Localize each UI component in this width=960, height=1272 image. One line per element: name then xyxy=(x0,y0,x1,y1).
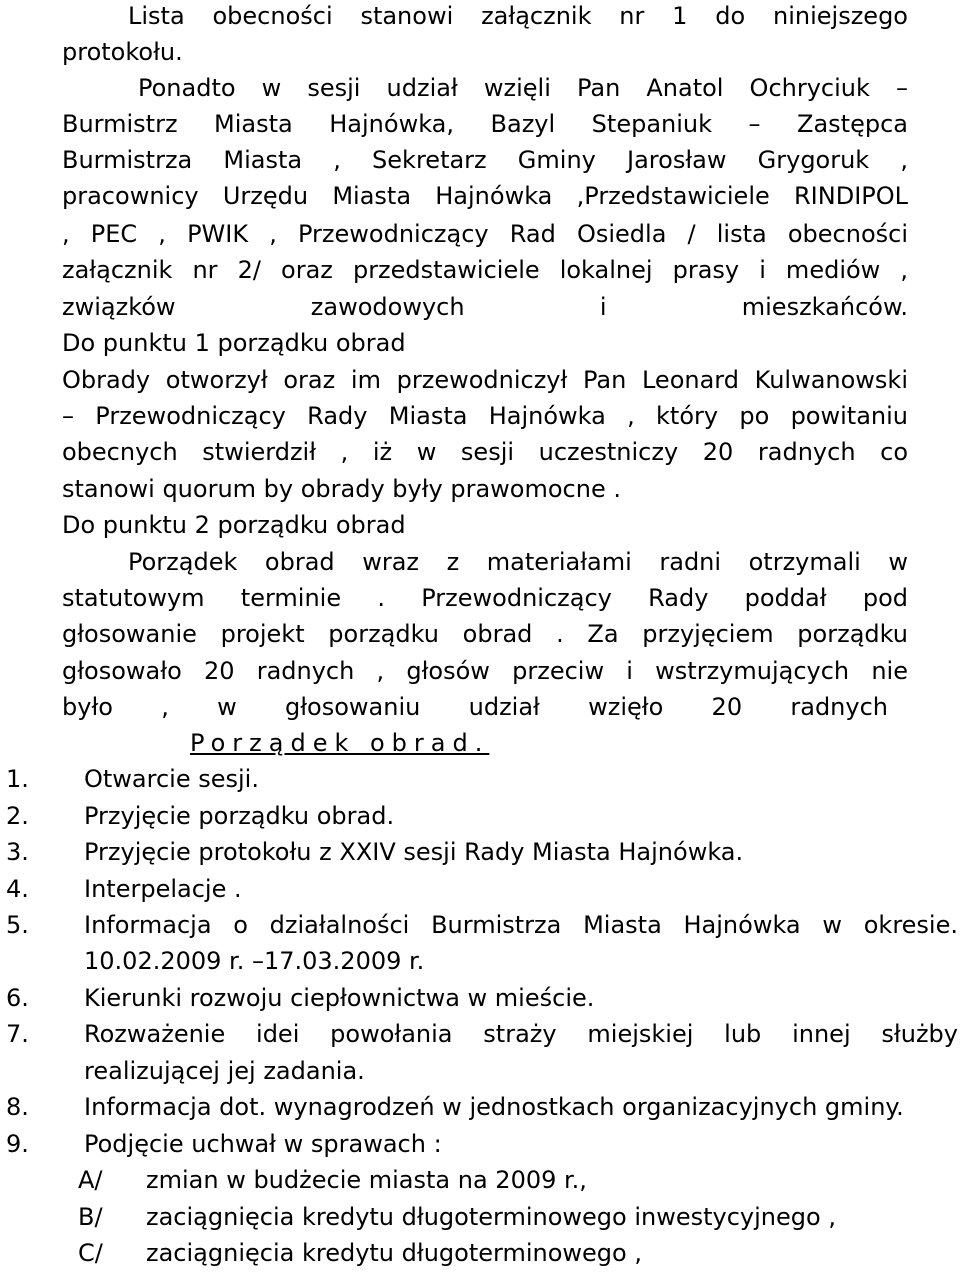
section-heading-point-1: Do punktu 1 porządku obrad xyxy=(62,329,406,357)
intro-line: Ponadto w sesji udział wzięli Pan Anatol Ochryciuk – xyxy=(138,74,908,102)
item-text: Otwarcie sesji. xyxy=(84,765,259,793)
section-heading-point-2: Do punktu 2 porządku obrad xyxy=(62,511,406,539)
subitem-label: C/ xyxy=(78,1239,103,1267)
item-number: 7. xyxy=(6,1020,29,1048)
point2-line: głosowało 20 radnych , głosów przeciw i wstrzymujących nie xyxy=(62,657,908,685)
item-text: Przyjęcie protokołu z XXIV sesji Rady Miasta Hajnówka. xyxy=(84,838,744,866)
item-text-continued: realizującej jej zadania. xyxy=(84,1057,365,1085)
item-text-continued: 10.02.2009 r. –17.03.2009 r. xyxy=(84,947,425,975)
item-text: Informacja dot. wynagrodzeń w jednostkach organizacyjnych gminy. xyxy=(84,1093,904,1121)
point1-line: Obrady otworzył oraz im przewodniczył Pan Leonard Kulwanowski xyxy=(62,366,908,394)
point2-line: statutowym terminie . Przewodniczący Rady poddał pod xyxy=(62,584,908,612)
intro-line: związków zawodowych i mieszkańców. xyxy=(62,293,908,321)
item-number: 1. xyxy=(6,765,29,793)
subitem-label: A/ xyxy=(78,1166,103,1194)
subitem-text: zaciągnięcia kredytu długoterminowego , xyxy=(146,1239,642,1267)
intro-line: Lista obecności stanowi załącznik nr 1 do niniejszego xyxy=(128,2,908,30)
item-number: 2. xyxy=(6,802,29,830)
intro-line: protokołu. xyxy=(62,38,183,66)
point2-line: głosowanie projekt porządku obrad . Za przyjęciem porządku xyxy=(62,620,908,648)
subitem-text: zaciągnięcia kredytu długoterminowego inwestycyjnego , xyxy=(146,1203,836,1231)
intro-line: , PEC , PWIK , Przewodniczący Rad Osiedla / lista obecności xyxy=(62,220,908,248)
item-number: 3. xyxy=(6,838,29,866)
intro-line: pracownicy Urzędu Miasta Hajnówka ,Przedstawiciele RINDIPOL xyxy=(62,182,908,210)
item-text: Interpelacje . xyxy=(84,875,242,903)
item-text: Informacja o działalności Burmistrza Miasta Hajnówka w okresie. xyxy=(84,911,958,939)
subitem-label: B/ xyxy=(78,1203,103,1231)
point1-line: stanowi quorum by obrady były prawomocne . xyxy=(62,475,621,503)
point2-line: Porządek obrad wraz z materiałami radni otrzymali w xyxy=(128,548,908,576)
item-text: Kierunki rozwoju ciepłownictwa w mieście. xyxy=(84,984,595,1012)
item-number: 8. xyxy=(6,1093,29,1121)
item-number: 4. xyxy=(6,875,29,903)
agenda-title: Porządek obrad. xyxy=(190,729,490,757)
intro-line: Burmistrz Miasta Hajnówka, Bazyl Stepaniuk – Zastępca xyxy=(62,110,908,138)
item-number: 9. xyxy=(6,1130,29,1158)
item-number: 5. xyxy=(6,911,29,939)
item-number: 6. xyxy=(6,984,29,1012)
point1-line: – Przewodniczący Rady Miasta Hajnówka , który po powitaniu xyxy=(62,402,908,430)
item-text: Podjęcie uchwał w sprawach : xyxy=(84,1130,442,1158)
intro-line: Burmistrza Miasta , Sekretarz Gminy Jarosław Grygoruk , xyxy=(62,146,908,174)
item-text: Przyjęcie porządku obrad. xyxy=(84,802,395,830)
point1-line: obecnych stwierdził , iż w sesji uczestniczy 20 radnych co xyxy=(62,438,908,466)
item-text: Rozważenie idei powołania straży miejskiej lub innej służby xyxy=(84,1020,958,1048)
intro-line: załącznik nr 2/ oraz przedstawiciele lokalnej prasy i mediów , xyxy=(62,256,908,284)
subitem-text: zmian w budżecie miasta na 2009 r., xyxy=(146,1166,587,1194)
point2-line: było , w głosowaniu udział wzięło 20 radnych xyxy=(62,693,888,721)
